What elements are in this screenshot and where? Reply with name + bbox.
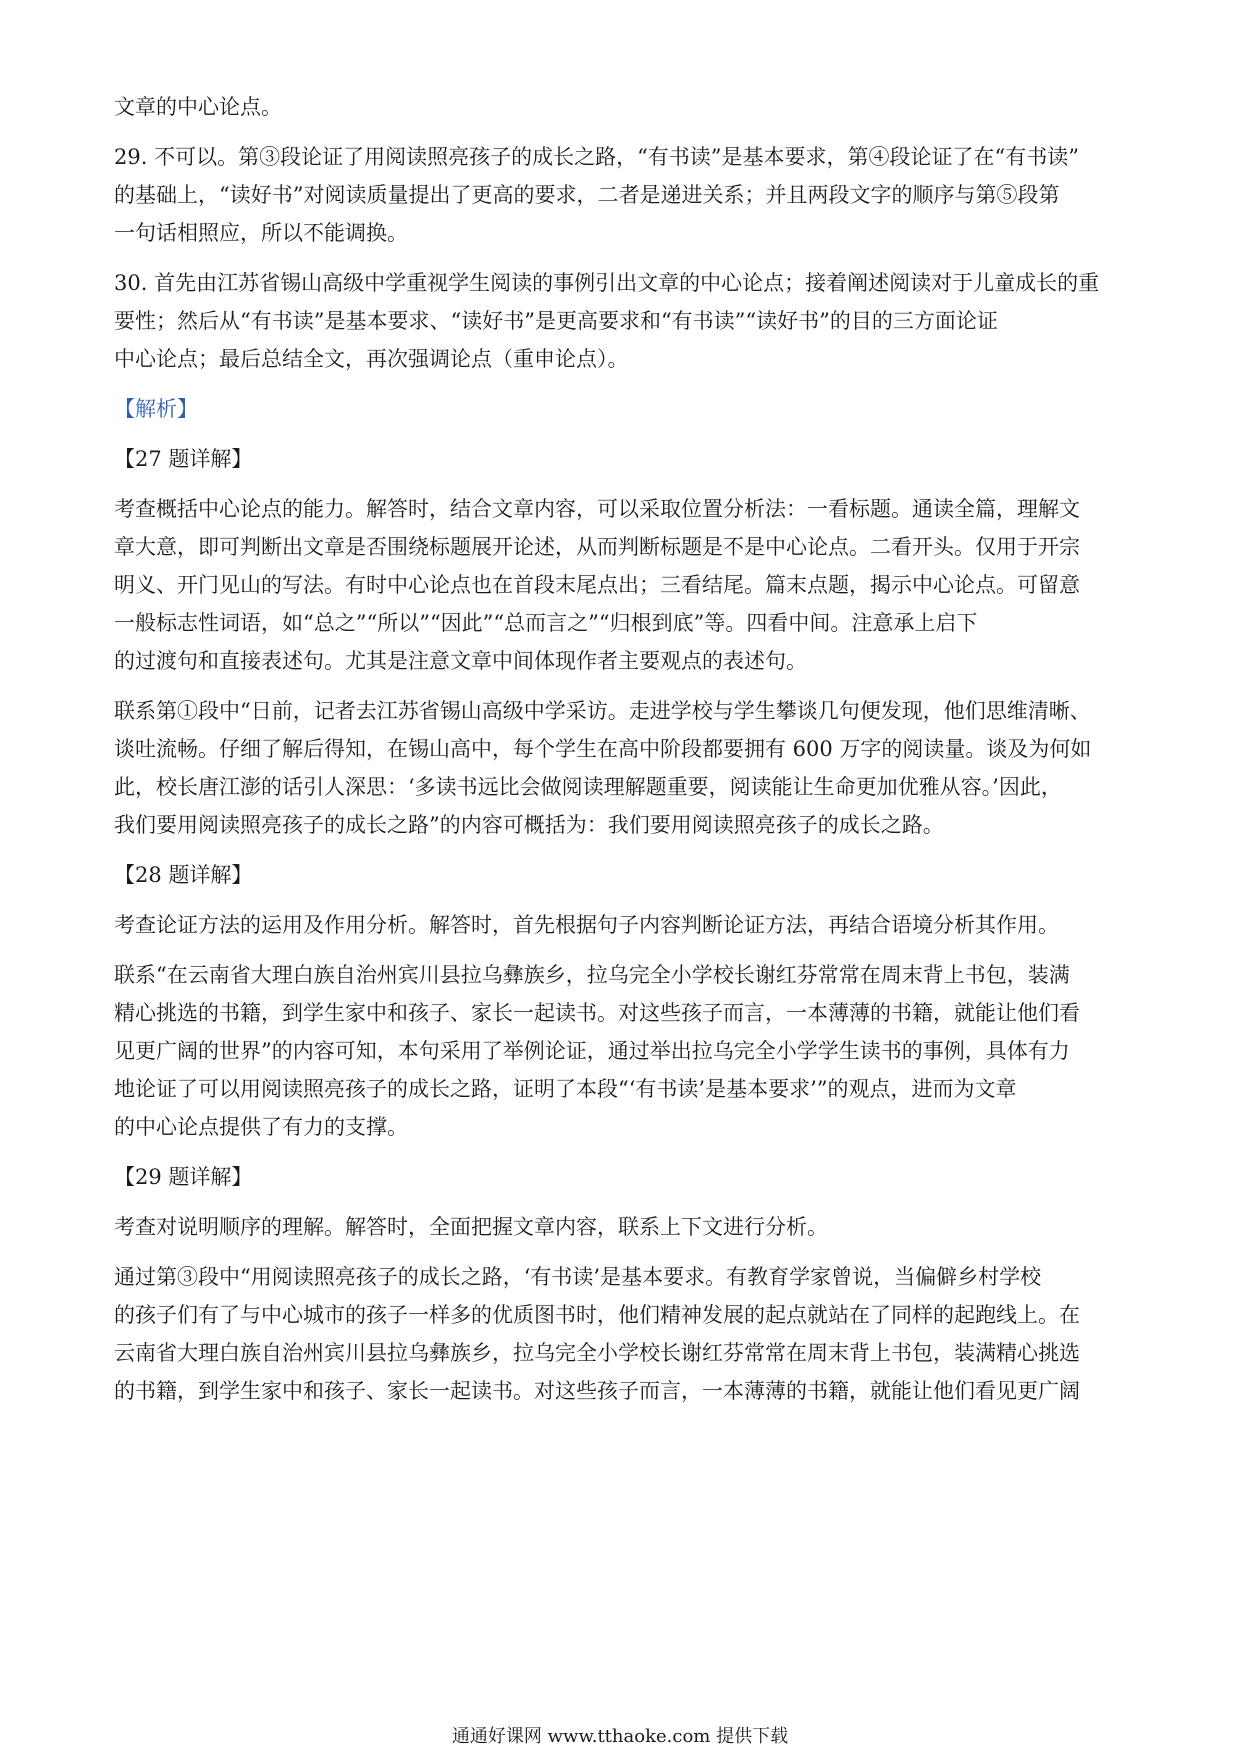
text-line: 的中心论点提供了有力的支撑。 [114,1115,408,1139]
paragraph-gap [114,478,1128,490]
text-line: 【29 题详解】 [114,1165,253,1189]
paragraph-gap [114,252,1128,264]
text-line: 我们要用阅读照亮孩子的成长之路”的内容可概括为：我们要用阅读照亮孩子的成长之路。 [114,813,944,837]
analysis-label [114,390,1128,428]
section-heading [114,1158,1128,1196]
text-line: 【28 题详解】 [114,863,253,887]
paragraph-gap [114,428,1128,440]
text-line: 中心论点；最后总结全文，再次强调论点（重申论点）。 [114,347,629,371]
text-line: 一般标志性词语，如“总之”“所以”“因此”“总而言之”“归根到底”等。四看中间。注意承上启下 [114,611,978,635]
paragraph [114,490,1128,680]
text-line: 文章的中心论点。 [114,95,282,119]
text-line: 一句话相照应，所以不能调换。 [114,221,408,245]
text-line: 考查概括中心论点的能力。解答时，结合文章内容，可以采取位置分析法：一看标题。通读全篇，理解文 [114,497,1080,521]
paragraph [114,88,1128,126]
text-line: 通过第③段中“用阅读照亮孩子的成长之路，‘有书读’是基本要求。有教育学家曾说，当偏僻乡村学校 [114,1265,1042,1289]
paragraph [114,692,1128,844]
text-line: 的书籍，到学生家中和孩子、家长一起读书。对这些孩子而言，一本薄薄的书籍，就能让他们看见更广阔 [114,1379,1080,1403]
text-line: 考查对说明顺序的理解。解答时，全面把握文章内容，联系上下文进行分析。 [114,1215,828,1239]
text-line: 联系第①段中“日前，记者去江苏省锡山高级中学采访。走进学校与学生攀谈几句便发现，他们思维清晰、 [114,699,1091,723]
paragraph [114,1208,1128,1246]
paragraph-gap [114,944,1128,956]
text-line: 云南省大理白族自治州宾川县拉乌彝族乡，拉乌完全小学校长谢红芬常常在周末背上书包，装满精心挑选 [114,1341,1080,1365]
text-line: 明义、开门见山的写法。有时中心论点也在首段末尾点出；三看结尾。篇末点题，揭示中心论点。可留意 [114,573,1080,597]
text-line: 的基础上，“读好书”对阅读质量提出了更高的要求，二者是递进关系；并且两段文字的顺序与第⑤段第 [114,183,1060,207]
text-line: 30. 首先由江苏省锡山高级中学重视学生阅读的事例引出文章的中心论点；接着阐述阅读对于儿童成长的重 [114,271,1100,295]
paragraph [114,264,1128,378]
text-line: 【解析】 [114,397,198,421]
paragraph-gap [114,1146,1128,1158]
paragraph-gap [114,378,1128,390]
text-line: 谈吐流畅。仔细了解后得知，在锡山高中，每个学生在高中阶段都要拥有 600 万字的阅读量。谈及为何如 [114,737,1092,761]
text-line: 【27 题详解】 [114,447,253,471]
text-line: 29. 不可以。第③段论证了用阅读照亮孩子的成长之路，“有书读”是基本要求，第④段论证了在“有书读” [114,145,1080,169]
text-line: 考查论证方法的运用及作用分析。解答时，首先根据句子内容判断论证方法，再结合语境分析其作用。 [114,913,1059,937]
section-heading [114,440,1128,478]
text-line: 地论证了可以用阅读照亮孩子的成长之路，证明了本段“‘有书读’是基本要求’”的观点，进而为文章 [114,1077,1017,1101]
paragraph-gap [114,844,1128,856]
paragraph [114,1258,1128,1410]
text-line: 见更广阔的世界”的内容可知，本句采用了举例论证，通过举出拉乌完全小学学生读书的事例，具体有力 [114,1039,1070,1063]
page-footer: 通通好课网 www.tthaoke.com 提供下载 [451,1726,789,1747]
text-line: 精心挑选的书籍，到学生家中和孩子、家长一起读书。对这些孩子而言，一本薄薄的书籍，就能让他们看 [114,1001,1080,1025]
paragraph [114,906,1128,944]
text-line: 要性；然后从“有书读”是基本要求、“读好书”是更高要求和“有书读”“读好书”的目的三方面论证 [114,309,998,333]
paragraph [114,138,1128,252]
answer-analysis-body [114,88,1128,1410]
paragraph-gap [114,1246,1128,1258]
text-line: 此，校长唐江澎的话引人深思：‘多读书远比会做阅读理解题重要，阅读能让生命更加优雅从容。’因此， [114,775,1062,799]
paragraph-gap [114,126,1128,138]
text-line: 联系“在云南省大理白族自治州宾川县拉乌彝族乡，拉乌完全小学校长谢红芬常常在周末背上书包，装满 [114,963,1070,987]
paragraph-gap [114,1196,1128,1208]
paragraph [114,956,1128,1146]
paragraph-gap [114,680,1128,692]
text-line: 章大意，即可判断出文章是否围绕标题展开论述，从而判断标题是不是中心论点。二看开头。仅用于开宗 [114,535,1080,559]
text-line: 的过渡句和直接表述句。尤其是注意文章中间体现作者主要观点的表述句。 [114,649,807,673]
paragraph-gap [114,894,1128,906]
text-line: 的孩子们有了与中心城市的孩子一样多的优质图书时，他们精神发展的起点就站在了同样的起跑线上。在 [114,1303,1080,1327]
section-heading [114,856,1128,894]
